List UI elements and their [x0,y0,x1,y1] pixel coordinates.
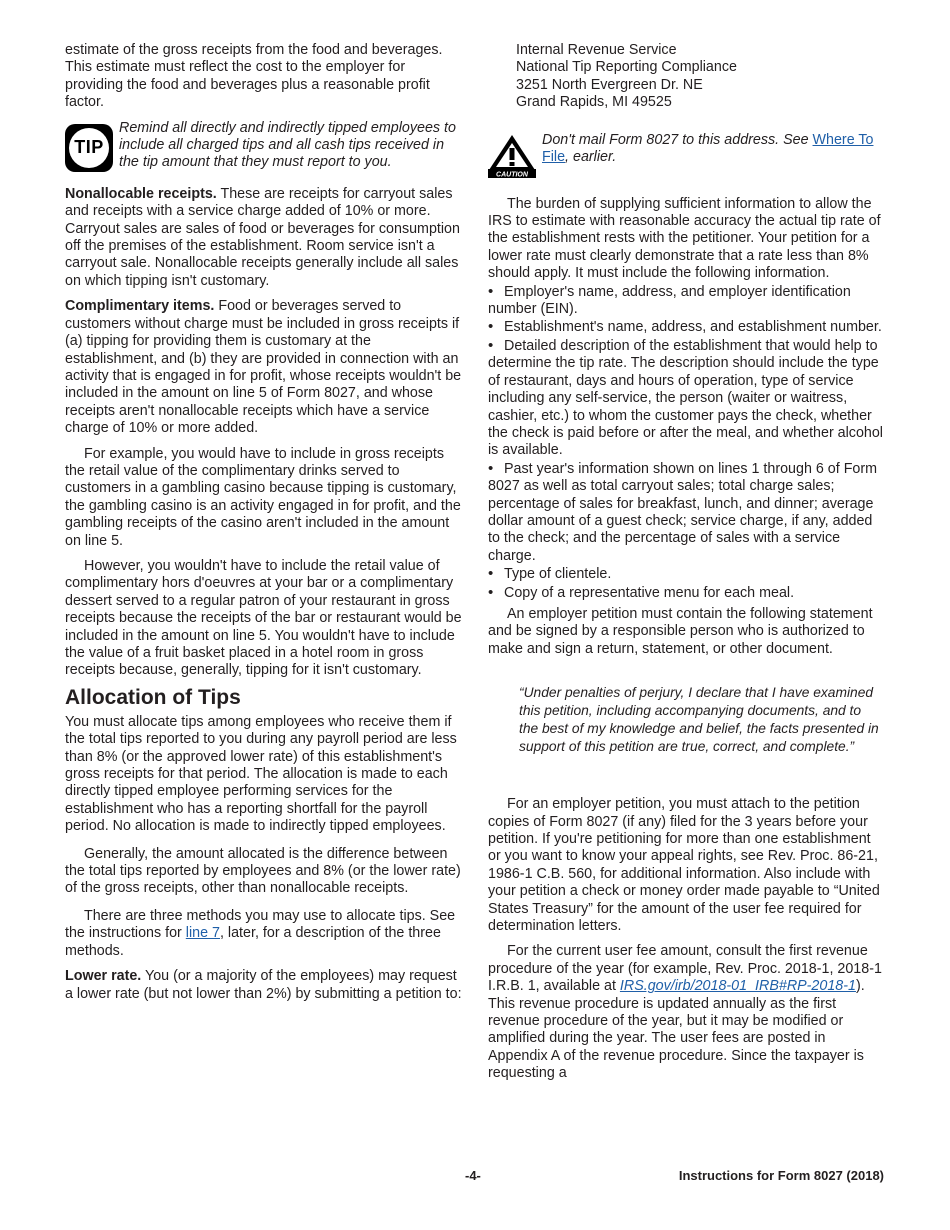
irs-irb-link[interactable]: IRS.gov/irb/2018-01_IRB#RP-2018-1 [619,978,856,995]
paragraph-user-fee [488,943,884,1082]
paragraph-burden: The burden of supplying sufficient information to allow the IRS to estimate with reasonable accuracy the actual tip rate of the establishment rests with the petitioner. Your petition for a lower rate must clearly demonstrate that a rate less than 8% should apply. It must include the following information. [488,195,881,282]
heading-complimentary: Complimentary items. [65,298,215,315]
list-item: • Copy of a representative menu for each meal. [488,584,884,602]
address-line: National Tip Reporting Compliance [516,59,737,76]
tip-icon [65,124,113,172]
caution-icon-label: CAUTION [496,171,528,178]
tip-callout [65,120,463,172]
paragraph-petition-statement: An employer petition must contain the following statement and be signed by a responsible person who is authorized to make and sign a return, statement, or other document. [488,605,873,657]
list-item: • Employer's name, address, and employer identification number (EIN). [488,283,884,319]
heading-lower-rate: Lower rate. [65,968,142,985]
three-methods-text-b: , later, for a description of the three methods. [65,925,441,959]
irs-address [516,42,884,112]
list-item: • Past year's information shown on lines 1 through 6 of Form 8027 as well as total carryout sales; total charge sales; percentage of sales for breakfast, lunch, and dinner; average dollar amount of a guest check; service charge, if any, added to the check; and the percentage of sales with a service charge. [488,460,884,565]
section-heading-allocation: Allocation of Tips [65,685,241,709]
heading-nonallocable: Nonallocable receipts. [65,185,217,202]
caution-icon [488,134,536,178]
three-methods-text-a: There are three methods you may use to allocate tips. See the instructions for [65,907,456,942]
nonallocable-body: These are receipts for carryout sales and receipts with a service charge added of 10% or more. Carryout sales are sales of food or beverages for consumption off the premises of the establishment. Room service isn't a carryout sale. Nonallocable receipts generally include all sales on which tipping isn't customary. [65,185,460,289]
perjury-statement-quote: “Under penalties of perjury, I declare that I have examined this petition, including accompanying documents, and to the best of my knowledge and belief, the facts presented in support of this petition are true, correct, and complete.” [519,685,879,755]
tip-icon-label: TIP [69,128,109,168]
paragraph-attach: For an employer petition, you must attach to the petition copies of Form 8027 (if any) filed for the 3 years before your petition. If you're petitioning for more than one establishment or you want to know your appeal rights, see Rev. Proc. 86-21, 1986-1 C.B. 560, for additional information. Also include with your petition a check or money order made payable to “United States Treasury” for the amount of the user fee required for determination letters. [488,796,880,935]
paragraph-allocation: You must allocate tips among employees who receive them if the total tips reported to you during any payroll period are less than 8% (or the approved lower rate) of this establishment's gross receipts for that period. The allocation is made to each directly tipped employee performing services for the establishment who has a reporting shortfall for the payroll period. No allocation is made to indirectly tipped employees. [65,713,457,835]
user-fee-text-a: For the current user fee amount, consult the first revenue procedure of the year (for example, Rev. Proc. 2018-1, 2018-1 I.R.B. 1, available at [488,943,882,995]
paragraph-estimate: estimate of the gross receipts from the food and beverages. This estimate must reflect the cost to the employer for providing the food and beverages plus a reasonable profit factor. [65,42,443,111]
right-column [488,42,884,1091]
paragraph-lower-rate [65,968,463,1003]
caution-text-a: Don't mail Form 8027 to this address. See [542,131,813,148]
document-title: Instructions for Form 8027 (2018) [678,1168,884,1183]
lower-rate-body: You (or a majority of the employees) may request a lower rate (but not lower than 2%) by submitting a petition to: [65,968,462,1002]
line-7-link[interactable]: line 7 [185,925,220,942]
page-number: -4- [465,1168,481,1183]
left-column [65,42,463,1011]
petition-requirements-list [488,283,884,602]
address-line: Grand Rapids, MI 49525 [516,94,672,111]
list-item: • Establishment's name, address, and establishment number. [488,318,884,336]
list-item: • Detailed description of the establishment that would help to determine the tip rate. The description should include the type of restaurant, days and hours of operation, type of service including any self-service, the person (waiter or waitress, cashier, etc.) to whom the customer pays the check, whether the check is paid before or after the meal, and whether alcohol is available. [488,337,884,460]
address-line: 3251 North Evergreen Dr. NE [516,76,703,93]
paragraph-however: However, you wouldn't have to include the retail value of complimentary hors d'oeuvres at your bar or a complimentary dessert served to a regular patron of your restaurant in gross receipts because the receipts of the bar or restaurant would be included in the amount on line 5. You wouldn't have to include the value of a fruit basket placed in a hotel room in gross receipts because, generally, tipping for it isn't customary. [65,557,462,679]
paragraph-nonallocable [65,186,463,290]
list-item: • Type of clientele. [488,565,884,583]
paragraph-complimentary [65,298,463,437]
paragraph-example: For example, you would have to include in gross receipts the retail value of the complimentary drinks served to customers in a gambling casino because tipping is customary, the gambling casino is an activity engaged in for profit, and the gambling receipts of the casino aren't included in the amount on line 5. [65,445,461,549]
caution-text-b: , earlier. [565,149,617,166]
user-fee-text-b: ). This revenue procedure is updated annually as the first revenue procedure of the year, but it may be modified or amplified during the year. The user fees are posted in Appendix A of the revenue procedure. Since the taxpayer is requesting a [488,978,865,1082]
address-line: Internal Revenue Service [516,42,677,58]
caution-callout [488,132,884,184]
paragraph-generally: Generally, the amount allocated is the difference between the total tips reported by employees and 8% (or the lower rate) of the gross receipts, other than nonallocable receipts. [65,845,461,897]
paragraph-three-methods [65,908,463,960]
complimentary-body: Food or beverages served to customers without charge must be included in gross receipts if (a) tipping for providing them is customary at the establishment, and (b) they are provided in connection with an activity that is engaged in for profit, whose receipts wouldn't be included in the amount on line 5 of Form 8027, and whose receipts aren't nonallocable receipts which have a service charge of 10% or more added. [65,298,462,437]
where-to-file-link[interactable]: Where To File [542,131,874,166]
tip-text: Remind all directly and indirectly tipped employees to include all charged tips and all cash tips received in the tip amount that they must report to you. [119,119,456,171]
